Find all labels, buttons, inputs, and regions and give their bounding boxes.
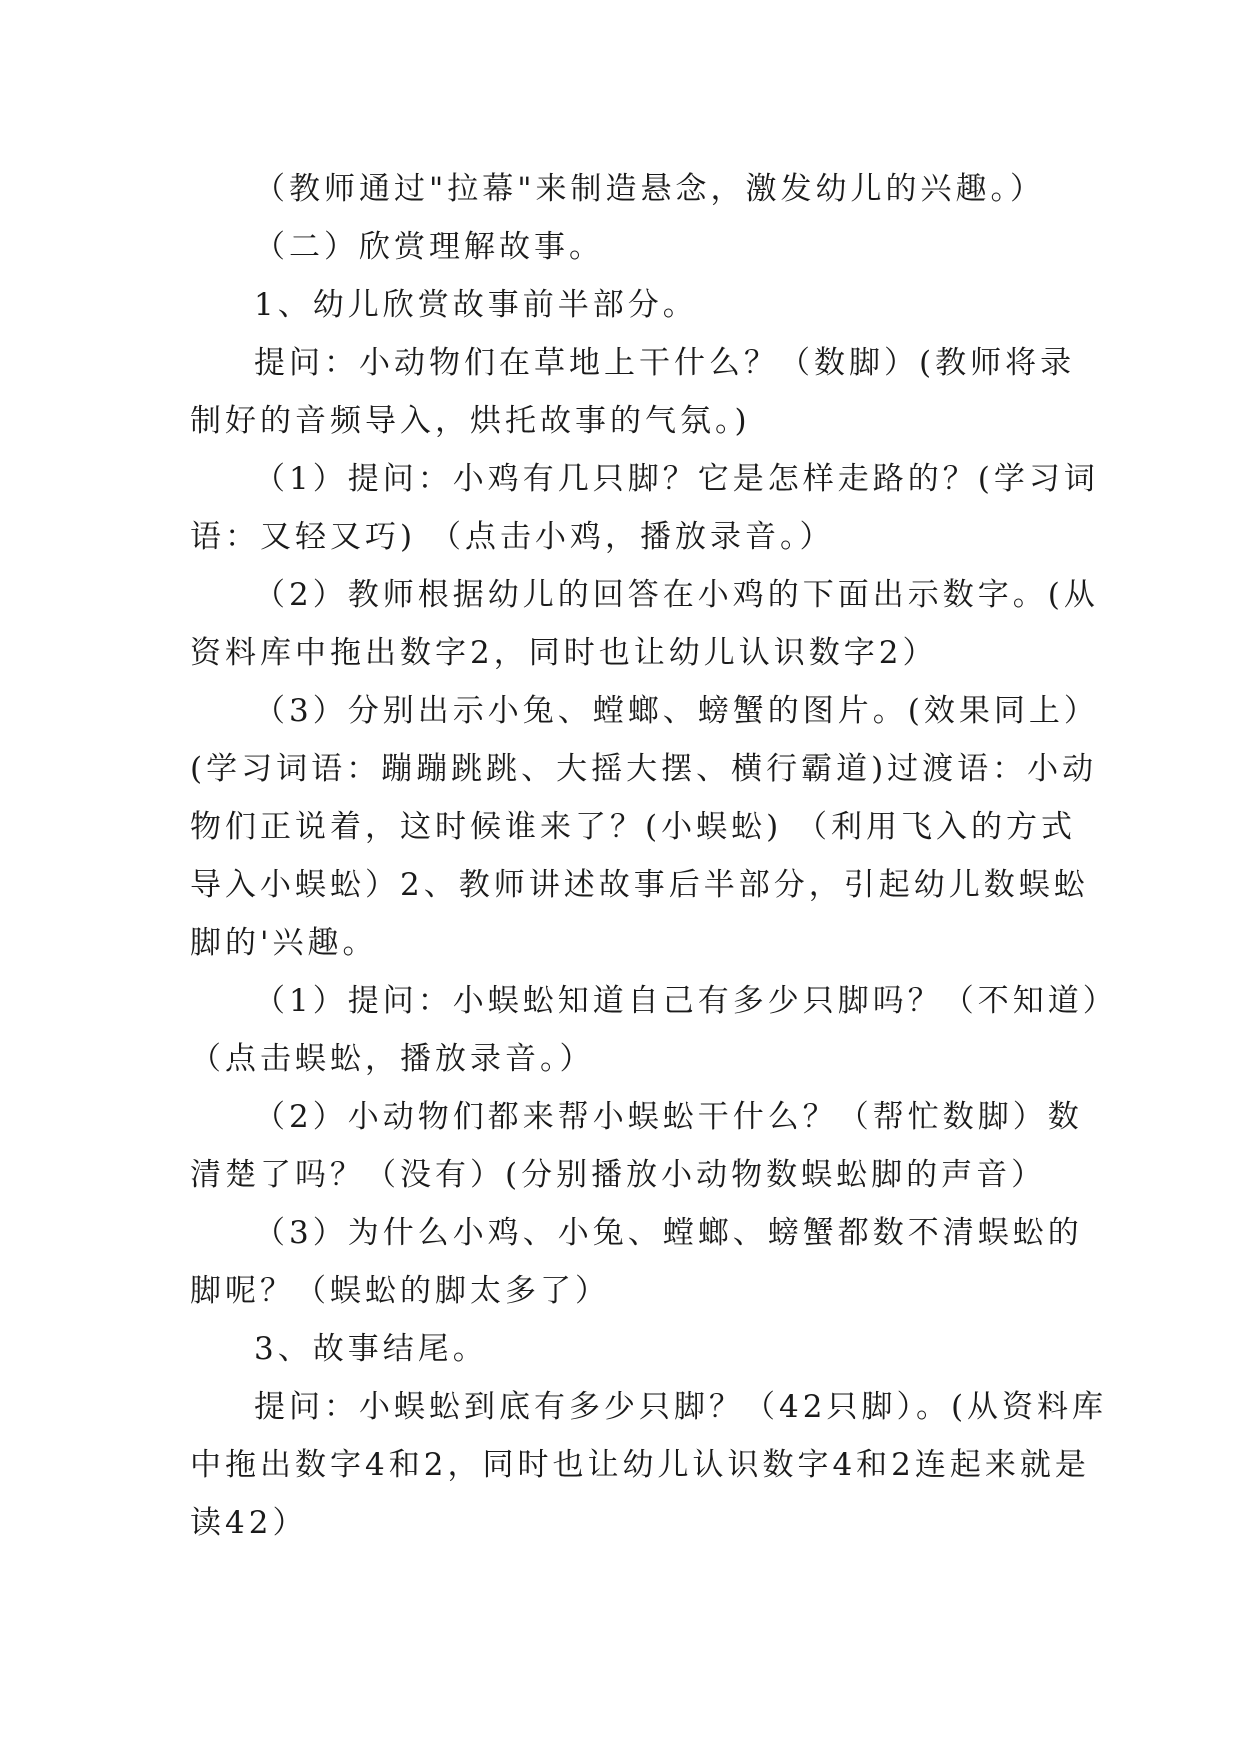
- paragraph: 提问：小动物们在草地上干什么？（数脚）(教师将录制好的音频导入，烘托故事的气氛。): [190, 345, 1076, 439]
- paragraph: 3、故事结尾。: [254, 1331, 488, 1367]
- paragraph: 1、幼儿欣赏故事前半部分。: [254, 287, 698, 323]
- paragraph: （3）分别出示小兔、螳螂、螃蟹的图片。(效果同上）(学习词语：蹦蹦跳跳、大摇大摆、横行霸道)过渡语：小动物们正说着，这时候谁来了？(小蜈蚣) （利用飞入的方式导入小蜈蚣）2、教师讲述故事后半部分，引起幼儿数蜈蚣脚的'兴趣。: [190, 693, 1099, 961]
- paragraph: （1）提问：小鸡有几只脚？它是怎样走路的？(学习词语：又轻又巧) （点击小鸡，播放录音。）: [190, 461, 1099, 555]
- paragraph: （二）欣赏理解故事。: [254, 229, 604, 265]
- paragraph: （1）提问：小蜈蚣知道自己有多少只脚吗？（不知道）（点击蜈蚣，播放录音。）: [190, 983, 1103, 1077]
- paragraph: 提问：小蜈蚣到底有多少只脚？（42只脚）。(从资料库中拖出数字4和2，同时也让幼儿认识数字4和2连起来就是读42）: [190, 1389, 1108, 1541]
- paragraph: （2）教师根据幼儿的回答在小鸡的下面出示数字。(从资料库中拖出数字2，同时也让幼儿认识数字2）: [190, 577, 1099, 671]
- paragraph: （3）为什么小鸡、小兔、螳螂、螃蟹都数不清蜈蚣的脚呢？（蜈蚣的脚太多了）: [190, 1215, 1083, 1309]
- paragraph: （2）小动物们都来帮小蜈蚣干什么？（帮忙数脚）数清楚了吗？（没有）(分别播放小动物数蜈蚣脚的声音）: [190, 1099, 1083, 1193]
- document-body: [190, 160, 1110, 1552]
- paragraph: （教师通过"拉幕"来制造悬念，激发幼儿的兴趣。）: [254, 171, 1046, 207]
